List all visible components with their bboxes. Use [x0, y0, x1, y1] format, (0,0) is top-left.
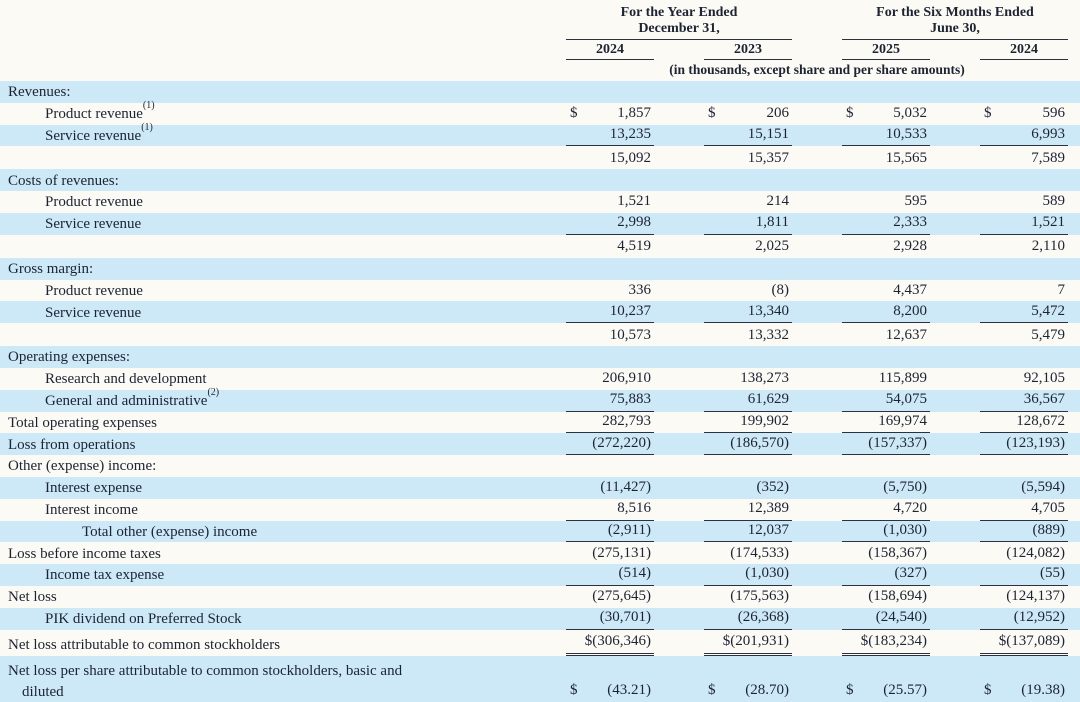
table-row [0, 477, 1080, 499]
value-text: 4,705 [1031, 500, 1065, 517]
value-cell [704, 544, 792, 565]
table-row [0, 81, 1080, 103]
value-cell [980, 104, 1068, 125]
value-cell [980, 632, 1068, 656]
value-cell [842, 302, 930, 324]
dollar-sign: $ [570, 105, 578, 122]
value-text: 214 [766, 193, 789, 210]
value-text: 4,437 [893, 281, 927, 298]
dollar-sign: $ [846, 682, 854, 699]
value-cell [842, 213, 930, 235]
table-row [0, 564, 1080, 586]
value-cell [704, 125, 792, 147]
value-cell [566, 521, 654, 543]
value-text: 15,092 [609, 149, 651, 166]
value-cell [842, 476, 930, 477]
value-cell [980, 564, 1068, 586]
value-cell [842, 564, 930, 586]
value-cell [704, 587, 792, 608]
value-text: 2,110 [1031, 238, 1065, 255]
value-text: 206,910 [602, 370, 651, 387]
row-label: Loss from operations [8, 436, 136, 453]
row-label: Service revenue [45, 304, 142, 321]
value-text: 36,567 [1023, 391, 1065, 408]
value-cell [704, 564, 792, 586]
value-cell [704, 499, 792, 521]
value-cell [842, 104, 930, 125]
row-label: Product revenue [45, 194, 143, 211]
value-text: 128,672 [1016, 412, 1065, 429]
row-label: Service revenue$^{(1)}$ [45, 121, 153, 144]
row-label: Interest income [45, 502, 138, 519]
table-row [0, 258, 1080, 280]
value-cell [566, 192, 654, 213]
year-header-row [0, 41, 1080, 60]
value-cell [704, 213, 792, 235]
value-text: 1,521 [1031, 214, 1065, 231]
value-cell [842, 390, 930, 412]
value-text: 13,332 [747, 326, 789, 343]
value-text: (28.70) [745, 682, 789, 699]
value-text: 4,720 [893, 500, 927, 517]
value-text: (174,533) [730, 544, 789, 561]
value-cell [842, 192, 930, 213]
value-cell [704, 190, 792, 191]
footnote-reference: (1) [142, 100, 155, 112]
value-text: 75,883 [609, 391, 651, 408]
value-text: 8,516 [617, 500, 651, 517]
value-text: $(201,931) [722, 633, 789, 650]
value-cell [704, 476, 792, 477]
value-cell [704, 326, 792, 347]
value-text: (1,030) [745, 565, 789, 582]
value-cell [566, 302, 654, 324]
value-cell [980, 478, 1068, 499]
value-cell [566, 544, 654, 565]
row-label: Product revenue [45, 282, 143, 299]
column-group-year-ended [566, 5, 792, 40]
dollar-sign: $ [984, 105, 992, 122]
dollar-sign: $ [570, 682, 578, 699]
table-row [0, 100, 1080, 125]
units-note-row [0, 61, 1080, 78]
value-text: (123,193) [1006, 434, 1065, 451]
table-row [0, 433, 1080, 455]
value-text: 7,589 [1031, 149, 1065, 166]
value-text: 92,105 [1023, 370, 1065, 387]
value-text: 115,899 [878, 370, 927, 387]
table-row [0, 235, 1080, 258]
value-cell [566, 476, 654, 477]
value-cell [842, 499, 930, 521]
value-cell [980, 587, 1068, 608]
value-cell [980, 279, 1068, 280]
column-group-header-row [0, 5, 1080, 40]
row-label: Research and development [45, 371, 207, 388]
table-row [0, 213, 1080, 235]
table-row [0, 455, 1080, 477]
value-text: 10,533 [885, 125, 927, 142]
value-cell [704, 367, 792, 368]
value-text: (124,137) [1006, 588, 1065, 605]
row-label: Costs of revenues: [8, 172, 119, 189]
table-row [0, 146, 1080, 169]
value-cell [704, 237, 792, 258]
value-cell [980, 237, 1068, 258]
value-text: 8,200 [893, 302, 927, 319]
value-cell [980, 192, 1068, 213]
value-cell [980, 390, 1068, 412]
value-text: $(137,089) [998, 633, 1065, 650]
row-label: Product revenue$^{(1)}$ [45, 100, 155, 123]
value-cell [566, 681, 654, 702]
value-text: 2,928 [893, 238, 927, 255]
table-row [0, 608, 1080, 630]
table-row [0, 191, 1080, 213]
row-label: Net loss [8, 589, 57, 606]
value-text: 54,075 [885, 391, 927, 408]
value-text: 282,793 [602, 412, 651, 429]
row-label: Gross margin: [8, 261, 94, 278]
group-title-line: For the Year Ended [620, 5, 738, 20]
value-text: 206 [766, 105, 789, 122]
value-cell [704, 149, 792, 170]
value-text: 15,151 [747, 125, 789, 142]
column-header-6m2025: 2025 [842, 41, 930, 60]
dollar-sign: $ [984, 682, 992, 699]
table-row [0, 368, 1080, 390]
value-cell [980, 302, 1068, 324]
value-cell [842, 281, 930, 302]
value-text: (8) [771, 281, 789, 298]
value-cell [566, 434, 654, 456]
value-text: 5,472 [1031, 302, 1065, 319]
value-cell [980, 369, 1068, 390]
value-cell [980, 149, 1068, 170]
table-row [0, 412, 1080, 434]
value-text: 13,340 [747, 302, 789, 319]
value-text: (272,220) [592, 434, 651, 451]
row-label: Service revenue [45, 216, 142, 233]
value-cell [980, 125, 1068, 147]
value-text: 15,565 [885, 149, 927, 166]
value-cell [842, 279, 930, 280]
value-cell [704, 104, 792, 125]
footnote-reference: (1) [141, 121, 153, 133]
value-cell [842, 237, 930, 258]
value-text: $(306,346) [584, 633, 651, 650]
value-text: 336 [628, 281, 651, 298]
value-cell [566, 125, 654, 147]
table-row [0, 387, 1080, 412]
group-title-line: December 31, [638, 21, 720, 36]
value-cell [980, 281, 1068, 302]
table-row [0, 301, 1080, 323]
value-cell [842, 412, 930, 434]
value-cell [842, 367, 930, 368]
table-row [0, 586, 1080, 608]
value-text: 6,993 [1031, 125, 1065, 142]
value-cell [566, 281, 654, 302]
column-header-fy2023: 2023 [704, 41, 792, 60]
value-cell [842, 369, 930, 390]
value-text: 12,037 [747, 521, 789, 538]
row-label: Net loss per share attributable to common stockholders, basic and diluted [0, 661, 516, 702]
value-cell [842, 608, 930, 630]
value-text: 4,519 [617, 238, 651, 255]
value-text: (2,911) [607, 521, 651, 538]
value-cell [842, 521, 930, 543]
value-cell [842, 190, 930, 191]
value-text: 199,902 [740, 412, 789, 429]
group-title-line: For the Six Months Ended [876, 5, 1034, 20]
dollar-sign: $ [708, 682, 716, 699]
row-label: Other (expense) income: [8, 458, 157, 475]
value-text: (25.57) [883, 682, 927, 699]
value-cell [842, 326, 930, 347]
table-row [0, 323, 1080, 346]
value-text: (275,645) [592, 588, 651, 605]
value-cell [704, 281, 792, 302]
value-cell [704, 521, 792, 543]
value-text: (30,701) [599, 609, 651, 626]
value-cell [566, 367, 654, 368]
value-cell [980, 326, 1068, 347]
value-cell [704, 192, 792, 213]
column-header-fy2024: 2024 [566, 41, 654, 60]
value-text: 5,479 [1031, 326, 1065, 343]
value-text: (43.21) [607, 682, 651, 699]
row-label: Total other (expense) income [82, 523, 258, 540]
value-cell [566, 499, 654, 521]
value-text: 12,637 [885, 326, 927, 343]
value-text: 589 [1042, 193, 1065, 210]
row-label: General and administrative$^{(2)}$ [45, 387, 220, 410]
value-text: (175,563) [730, 588, 789, 605]
table-row [0, 346, 1080, 368]
value-text: (5,750) [883, 479, 927, 496]
value-cell [566, 390, 654, 412]
value-cell [842, 125, 930, 147]
row-label: PIK dividend on Preferred Stock [45, 611, 242, 628]
value-cell [842, 632, 930, 656]
value-cell [566, 326, 654, 347]
value-text: (186,570) [730, 434, 789, 451]
value-text: 7 [1057, 281, 1065, 298]
column-group-six-months-ended [842, 5, 1068, 40]
value-cell [566, 149, 654, 170]
table-row [0, 630, 1080, 656]
table-header [0, 0, 1080, 78]
value-text: (275,131) [592, 544, 651, 561]
value-cell [980, 367, 1068, 368]
value-cell [566, 564, 654, 586]
value-text: 10,237 [609, 302, 651, 319]
value-cell [842, 102, 930, 103]
value-text: 1,811 [755, 214, 789, 231]
value-cell [842, 681, 930, 702]
value-text: (19.38) [1021, 682, 1065, 699]
value-text: 596 [1042, 105, 1065, 122]
value-cell [980, 434, 1068, 456]
group-title-line: June 30, [930, 21, 980, 36]
value-cell [704, 390, 792, 412]
table-body [0, 81, 1080, 702]
value-text: (327) [894, 565, 927, 582]
value-text: 595 [904, 193, 927, 210]
value-cell [842, 434, 930, 456]
row-label: Income tax expense [45, 567, 165, 584]
row-label: Interest expense [45, 480, 143, 497]
value-cell [980, 476, 1068, 477]
value-cell [566, 237, 654, 258]
value-text: 2,333 [893, 214, 927, 231]
value-text: (26,368) [737, 609, 789, 626]
value-text: (12,952) [1013, 609, 1065, 626]
column-header-6m2024: 2024 [980, 41, 1068, 60]
value-text: (158,367) [868, 544, 927, 561]
value-cell [842, 544, 930, 565]
value-text: (352) [756, 479, 789, 496]
value-cell [842, 587, 930, 608]
value-text: 61,629 [747, 391, 789, 408]
table-row [0, 169, 1080, 191]
value-cell [704, 608, 792, 630]
value-cell [566, 279, 654, 280]
table-row [0, 280, 1080, 302]
table-row [0, 121, 1080, 147]
value-text: 2,025 [755, 238, 789, 255]
value-cell [980, 608, 1068, 630]
value-text: (124,082) [1006, 544, 1065, 561]
value-cell [980, 521, 1068, 543]
row-label: Operating expenses: [8, 349, 131, 366]
value-text: (157,337) [868, 434, 927, 451]
value-text: 2,998 [617, 214, 651, 231]
value-text: 5,032 [893, 105, 927, 122]
value-cell [980, 544, 1068, 565]
value-cell [704, 681, 792, 702]
value-cell [704, 632, 792, 656]
row-label: Revenues: [8, 84, 71, 101]
value-text: (5,594) [1021, 479, 1065, 496]
value-text: (514) [618, 565, 651, 582]
table-row [0, 542, 1080, 564]
value-cell [566, 412, 654, 434]
value-text: (11,427) [600, 479, 651, 496]
footnote-reference: (2) [207, 387, 220, 399]
value-cell [842, 478, 930, 499]
value-cell [566, 190, 654, 191]
value-cell [980, 499, 1068, 521]
value-cell [566, 213, 654, 235]
value-cell [842, 149, 930, 170]
row-label: Total operating expenses [8, 414, 157, 431]
dollar-sign: $ [846, 105, 854, 122]
value-text: (24,540) [875, 609, 927, 626]
value-cell [566, 587, 654, 608]
value-cell [980, 213, 1068, 235]
value-text: 138,273 [740, 370, 789, 387]
value-text: 10,573 [609, 326, 651, 343]
value-cell [566, 369, 654, 390]
row-label: Loss before income taxes [8, 545, 161, 562]
value-text: (158,694) [868, 588, 927, 605]
value-cell [980, 681, 1068, 702]
table-row [0, 656, 1080, 702]
value-cell [980, 412, 1068, 434]
value-text: 1,521 [617, 193, 651, 210]
table-row [0, 521, 1080, 543]
value-cell [704, 434, 792, 456]
value-cell [704, 478, 792, 499]
value-text: 12,389 [747, 500, 789, 517]
value-text: $(183,234) [860, 633, 927, 650]
value-cell [704, 369, 792, 390]
units-note: (in thousands, except share and per share amounts) [669, 62, 965, 77]
row-label-continued: diluted [22, 683, 64, 700]
value-cell [566, 102, 654, 103]
table-row [0, 499, 1080, 521]
value-text: 169,974 [878, 412, 927, 429]
value-cell [704, 302, 792, 324]
value-cell [566, 608, 654, 630]
value-text: (55) [1040, 565, 1065, 582]
value-cell [704, 412, 792, 434]
value-text: 15,357 [747, 149, 789, 166]
value-text: 1,857 [617, 105, 651, 122]
value-cell [704, 279, 792, 280]
value-text: 13,235 [609, 125, 651, 142]
dollar-sign: $ [708, 105, 716, 122]
value-cell [566, 632, 654, 656]
value-text: (1,030) [883, 521, 927, 538]
value-cell [566, 104, 654, 125]
value-cell [980, 102, 1068, 103]
value-text: (889) [1032, 521, 1065, 538]
value-cell [566, 478, 654, 499]
row-label: Net loss attributable to common stockholders [8, 637, 281, 654]
value-cell [704, 102, 792, 103]
value-cell [980, 190, 1068, 191]
